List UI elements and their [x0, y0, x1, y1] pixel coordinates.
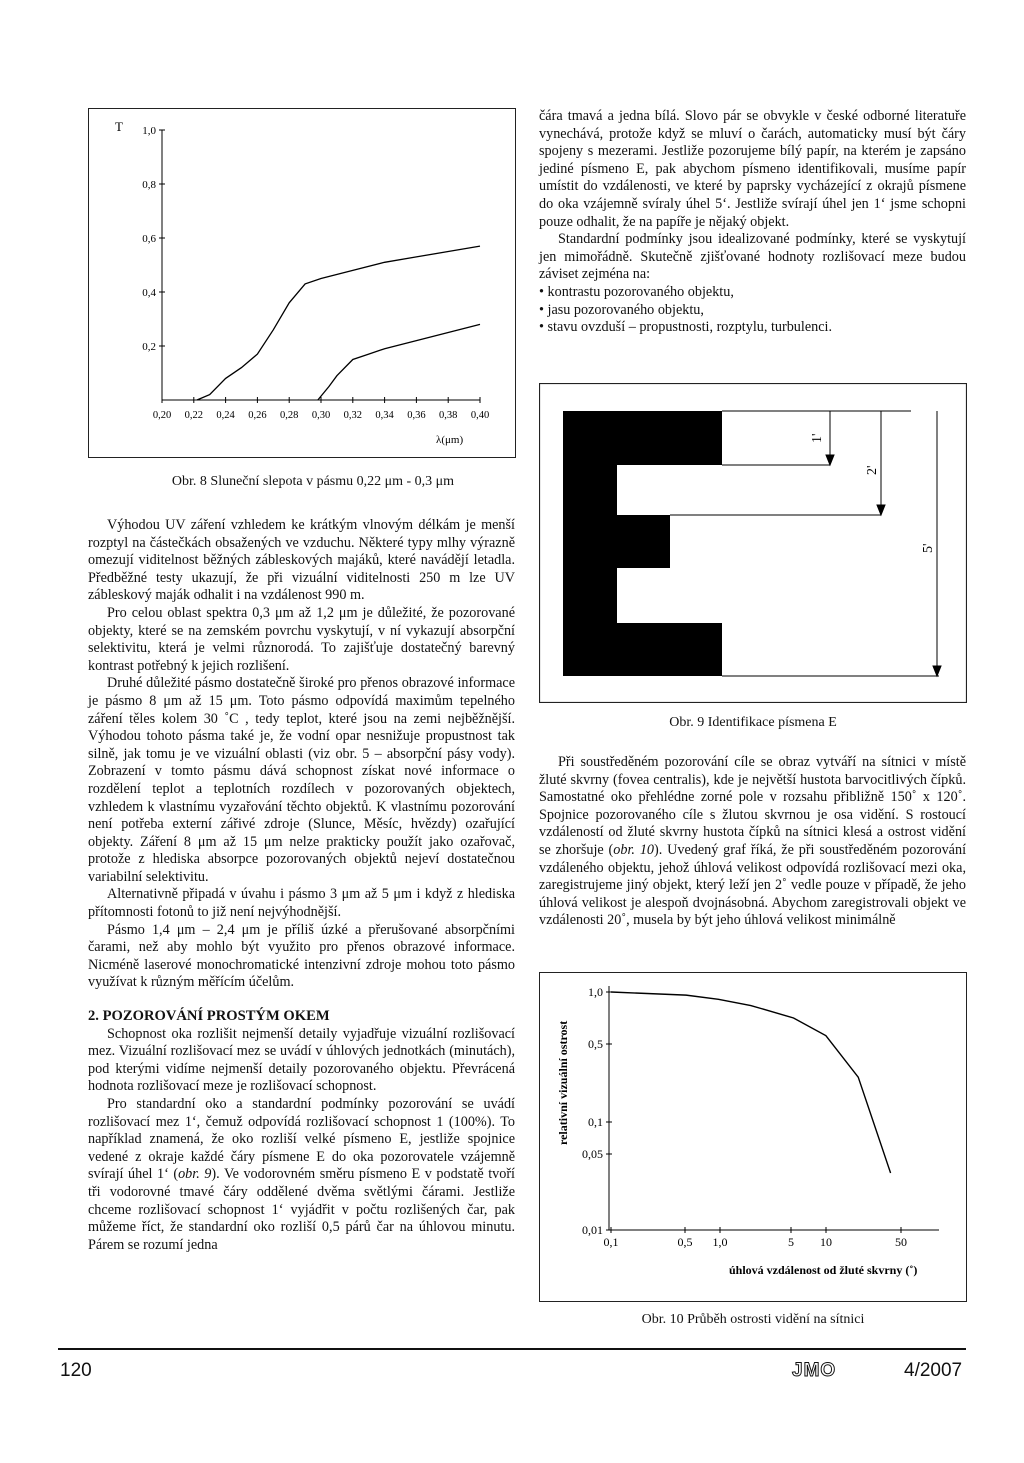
x-tick-label: 0,26 — [248, 410, 267, 421]
paragraph: Pro celou oblast spektra 0,3 μm až 1,2 μm je důležité, že pozorované objekty, které se na zemském povrchu vyskytují, v ní vykazují absorpční selektivitu, která je velmi různorodá. To zajišťuje dostatečný barevný kontrast potřebný k jejich rozlišení. — [88, 604, 515, 674]
paragraph: Druhé důležité pásmo dostatečně široké pro přenos obrazové informace je pásmo 8 μm až 15 μm. Toto pásmo odpovídá maximům tepelného záření těles kolem 30 ˚C , tedy teplot, které jsou na zemi nejběžnější. Výhodou tohoto pásma také je, že vodní opar nesnižuje propustnost tak silně, jak tomu je ve vizuální oblasti (viz obr. 5 – absorpční pásy vody). Zobrazení v tomto pásmu dává schopnost získat nové informace o rozdělení teplot a teplotních rozdílech v pozorovaných objektech, vzhledem k vlastnímu vyzařování těchto objektů. K vlastnímu pozorování není potřeba externí zářivé zdroje (Slunce, Měsíc, hvězdy) ozařující objekty. Záření 8 μm až 15 μm nelze prakticky použít jako ozařovač, protože z hlediska absorpce pozorovaných objektů nejeví dostatečnou variabilní selektivitu. — [88, 675, 515, 885]
figure-9-letter-e-diagram — [539, 383, 967, 703]
dimension-label-2: 2' — [865, 465, 880, 475]
x-tick-label: 1,0 — [712, 1235, 728, 1249]
y-axis-label: relativní vizuální ostrost — [556, 1020, 570, 1145]
x-tick-label: 0,40 — [470, 410, 490, 421]
page-number: 120 — [60, 1360, 92, 1381]
right-column-middle — [539, 754, 966, 930]
text-run: ). Ve vodorovném směru písmeno E v podstatě tvoří tři vodorovné tmavé čáry oddělené dvěma světlými čárami. Jestliže chceme rozlišovací schopnost 1‘ vyjádřit v počtu rozlišených čar, pak můžeme říct, že standardní oko rozliší 0,5 párů čar na úhlovou minutu. Párem se rozumí jedna — [88, 1166, 515, 1253]
y-tick-label: 0,2 — [142, 341, 156, 353]
x-tick-label: 50 — [895, 1235, 907, 1249]
figure-reference: obr. 9 — [178, 1166, 212, 1183]
journal-logo: JMO — [792, 1360, 837, 1381]
y-tick-label: 0,4 — [142, 287, 156, 299]
y-tick-label: 0,1 — [588, 1115, 603, 1129]
list-item: • stavu ovzduší – propustnosti, rozptylu, turbulenci. — [539, 319, 833, 336]
figure-10-chart — [539, 972, 967, 1302]
text-run: ). Uvedený graf říká, že při soustředěném pozorování vzdáleného objektu, jehož úhlová velikost odpovídá rozlišovací mezi oka, zaregistrujeme jiný objekt, který leží jen 2˚ vedle pouze v případě, že jeho úhlová velikost je alespoň dvojnásobná. Abychom zaregistrovali objekt ve vzdálenosti 20˚, musela by být jeho úhlová velikost minimálně — [539, 841, 967, 929]
list-item: • jasu pozorovaného objektu, — [539, 301, 704, 318]
x-tick-label: 0,36 — [407, 410, 426, 421]
list-item: • kontrastu pozorovaného objektu, — [539, 283, 734, 300]
figure-10-caption: Obr. 10 Průběh ostrosti vidění na sítnici — [641, 1312, 865, 1327]
paragraph: Schopnost oka rozlišit nejmenší detaily vyjadřuje vizuální rozlišovací mez. Vizuální rozlišovací mez se uvádí v úhlových jednotkách (minutách), pod kterými vidíme nejmenší detaily pozorovaného objektu. Převrácená hodnota rozlišovací meze je rozlišovací schopnost. — [88, 1025, 515, 1095]
x-tick-label: 5 — [788, 1235, 794, 1249]
figure-9-caption: Obr. 9 Identifikace písmena E — [669, 715, 837, 730]
figure-8-caption: Obr. 8 Sluneční slepota v pásmu 0,22 μm - 0,3 μm — [171, 474, 455, 489]
text-run: Při soustředěném pozorování cíle se obraz vytváří na sítnici v místě žluté skvrny (fovea centralis), kde je největší hustota barvocitlivých čípků. Samostatné oko přehlédne zorné pole v rozsahu přibližně 150˚ x 120˚. Spojnice pozorovaného cíle s žlutou skvrnou je osa vidění. S rostoucí vzdáleností od žluté skvrny hustota čípků na sítnici klesá a ostrost vidění se zhoršuje ( — [539, 754, 966, 858]
x-tick-label: 0,34 — [375, 410, 394, 421]
y-axis-symbol: T — [115, 119, 123, 134]
left-column — [88, 517, 515, 1254]
text-run: Pro standardní oko a standardní podmínky pozorování se uvádí rozlišovací mez 1‘, čemuž odpovídá rozlišovací schopnost 1 (100%). To například znamená, že oko rozliší velké písmeno E, jestliže spojnice vedené z okraje každé čáry písmene E do oka pozorovatele vzájemně svírají úhel 1‘ ( — [88, 1096, 515, 1183]
paragraph: Výhodou UV záření vzhledem ke krátkým vlnovým délkám je menší rozptyl na částečkách obsažených ve vzduchu. Některé typy mlhy výrazně omezují viditelnost běžných zábleskových majáků, které navádějí letadla. Předběžné testy ukazují, že při vizuální viditelnosti 250 m lze UV zábleskový maják odhalit i na vzdálenost 990 m. — [88, 517, 515, 604]
paragraph: Standardní podmínky jsou idealizované podmínky, které se vyskytují jen mimořádně. Skutečně zjišťované hodnoty rozlišovací meze budou záviset zejména na: — [539, 231, 966, 283]
y-tick-label: 0,05 — [582, 1147, 603, 1161]
paragraph: čára tmavá a jedna bílá. Slovo pár se obvykle v české odborné literatuře vynechává, protože když se mluví o čarách, automaticky musí být čáry spojeny s mezerami. Jestliže pozorujeme bílý papír, na kterém je zapsáno jediné písmeno E, pak abychom písmeno identifikovali, musíme papír umístit do vzdálenosti, ve které by paprsky vycházející z okrajů písmene do oka vzájemně svíraly úhel 5‘. Jestliže svírají úhel jen 1‘ jsme schopni pouze odhalit, že na papíře je nějaký objekt. — [539, 108, 966, 230]
y-tick-label: 0,5 — [588, 1037, 603, 1051]
issue-number: 4/2007 — [904, 1360, 963, 1381]
dimension-label-5: 5' — [921, 543, 936, 553]
x-tick-label: 0,30 — [311, 410, 331, 421]
x-tick-label: 0,22 — [184, 410, 203, 421]
paragraph: Pásmo 1,4 μm – 2,4 μm je příliš úzké a přerušované absorpčními čarami, než aby mohlo být využito pro přenos obrazové informace. Nicméně laserové monochromatické intenzivní zdroje mohou toto pásmo využívat k různým měřícím účelům. — [88, 921, 515, 991]
section-heading: 2. POZOROVÁNÍ PROSTÝM OKEM — [88, 1008, 330, 1025]
right-column-top — [539, 108, 966, 337]
x-tick-label: 10 — [820, 1235, 832, 1249]
x-axis-label: úhlová vzdálenost od žluté skvrny (˚) — [729, 1263, 918, 1277]
x-tick-label: 0,20 — [152, 410, 172, 421]
paragraph: Alternativně připadá v úvahu i pásmo 3 μm až 5 μm i když z hlediska přítomnosti fotonů to již není nejvýhodnější. — [88, 886, 515, 921]
x-tick-label: 0,24 — [216, 410, 235, 421]
x-tick-label: 0,28 — [280, 410, 299, 421]
x-tick-label: 0,38 — [439, 410, 458, 421]
y-tick-label: 0,8 — [142, 179, 156, 191]
x-tick-label: 0,1 — [603, 1235, 619, 1249]
y-tick-label: 0,01 — [582, 1223, 603, 1237]
x-axis-label: λ(μm) — [436, 434, 464, 446]
paragraph — [539, 754, 966, 930]
paragraph — [88, 1096, 515, 1254]
dimension-label-1: 1' — [810, 433, 825, 443]
x-tick-label: 0,5 — [677, 1235, 693, 1249]
figure-reference: obr. 10 — [613, 841, 655, 858]
x-tick-label: 0,32 — [343, 410, 362, 421]
y-tick-label: 0,6 — [142, 233, 156, 245]
y-tick-label: 1,0 — [588, 985, 603, 999]
figure-8-chart — [88, 108, 516, 458]
y-tick-label: 1,0 — [142, 125, 156, 137]
footer-rule — [58, 1348, 966, 1350]
